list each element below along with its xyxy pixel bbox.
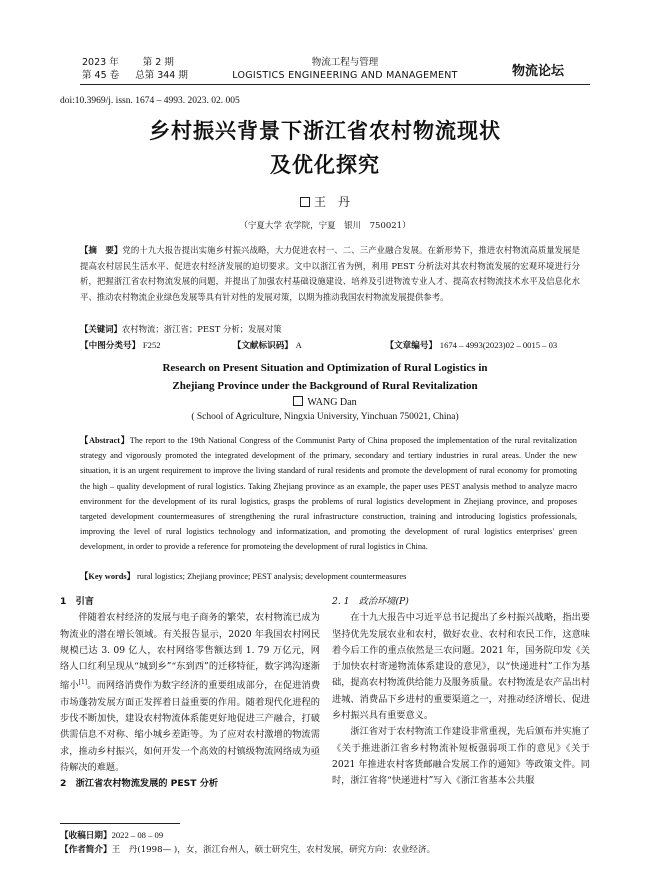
author-en-marker-icon	[293, 396, 303, 406]
received-label: 【收稿日期】	[60, 831, 112, 841]
title-en-line1: Research on Present Situation and Optimization of Rural Logistics in	[162, 362, 488, 374]
header-total: 总第 344 期	[135, 70, 188, 81]
article-no-label: 【文章编号】	[385, 341, 438, 351]
received-value: 2022 – 08 – 09	[111, 830, 164, 840]
keywords-en	[80, 569, 580, 585]
right-column	[332, 594, 590, 790]
clc-label: 【中图分类号】	[80, 341, 141, 351]
journal-name-en: LOGISTICS ENGINEERING AND MANAGEMENT	[232, 70, 458, 81]
keywords-cn-label: 【关键词】	[80, 324, 122, 334]
keywords-cn-text: 农村物流；浙江省；PEST 分析；发展对策	[121, 324, 282, 334]
footnote	[60, 828, 590, 857]
abstract-en	[80, 433, 577, 555]
affiliation-cn: （宁夏大学 农学院，宁夏 银川 750021）	[239, 221, 411, 231]
title-cn-line2: 及优化探究	[270, 152, 380, 177]
section-1-text-cont: 。而网络消费作为数字经济的重要组成部分，在促进消费市场蓬勃发展方面正发挥着日益重要的作用。随着现代化进程的步伐不断加快，建设农村物流体系能更好地促进三产融合，打破供需信息不对称、缩小城乡差距等。为了应对农村激增的物流需求，推动乡村振兴，如何开发一个高效的村镇级物流网络成为亟待解决的难题。	[60, 680, 321, 774]
section-1-heading: 1 引言	[60, 596, 94, 607]
affiliation-en: ( School of Agriculture, Ningxia University, Yinchuan 750021, China)	[191, 412, 459, 422]
keywords-en-text: rural logistics; Zhejiang province; PEST analysis; development countermeasures	[137, 572, 407, 581]
classification-row	[80, 338, 590, 354]
header-volume: 第 45 卷	[82, 70, 120, 81]
author-bio-label: 【作者简介】	[60, 845, 112, 855]
title-en-line2: Zhejiang Province under the Background of Rural Revitalization	[172, 380, 478, 392]
citation-1: [1]	[78, 679, 88, 687]
abstract-cn-label: 【摘 要】	[80, 245, 123, 255]
abstract-cn-text: 党的十九大报告提出实施乡村振兴战略，大力促进农村一、二、三产业融合发展。在新形势下，推进农村物流高质量发展是提高农村居民生活水平、促进农村经济发展的迫切要求。文中以浙江省为例，利用 PEST 分析法对其农村物流发展的宏观环境进行分析，把握浙江省农村物流发展的问题，并提出了加强农村基础设施建设、培养及引进物流专业人才、提高农村物流技术水平及信息化水平、推动农村物流企业绿色发展等具有针对性的发展对策，以期为推动我国农村物流发展提供参考。	[80, 245, 581, 302]
section-2-1-paragraph-1: 在十九大报告中习近平总书记提出了乡村振兴战略，指出要坚持优先发展农业和农村，做好农业、农村和农民工作，这意味着今后工作的重点依然是三农问题。2021 年，国务院印发《关于加快农村寄递物流体系建设的意见》，以“快递进村”工作为基础，提高农村物流供给能力及服务质量。农村物流是农产品出村进城、消费品下乡进村的重要渠道之一，对推动经济增长、促进乡村振兴具有重要意义。	[332, 612, 590, 722]
section-2-1-paragraph-2: 浙江省对于农村物流工作建设非常重视，先后颁布并实施了《关于推进浙江省乡村物流补短板强弱项工作的意见》《关于 2021 年推进农村客货邮融合发展工作的通知》等政策文件。同时，浙江省将“快递进村”写入《浙江省基本公共服	[332, 726, 590, 787]
keywords-en-label: 【Key words】	[80, 572, 135, 581]
section-1-paragraph	[60, 610, 320, 776]
abstract-cn	[80, 243, 580, 305]
clc-value: F252	[142, 340, 161, 350]
section-1-text: 伴随着农村经济的发展与电子商务的繁荣，农村物流已成为物流业的潜在增长领域。有关报告显示，2020 年我国农村网民规模已达 3. 09 亿人，农村网络零售额达到 1. 79 万亿元，网络人口红利呈现从“城到乡”“东到西”的迁移特征，数字鸿沟逐渐缩小	[60, 612, 320, 692]
author-marker-icon	[300, 197, 310, 207]
header-issue: 第 2 期	[142, 57, 174, 68]
footnote-received	[60, 828, 590, 843]
section-2-1-heading: 2. 1 政治环境(P)	[332, 596, 409, 607]
journal-name-cn: 物流工程与管理	[311, 57, 379, 68]
header-year: 2023 年	[82, 57, 119, 68]
column-name: 物流论坛	[512, 64, 565, 79]
header-volume-total	[82, 69, 188, 82]
footnote-rule	[60, 823, 180, 824]
left-column	[60, 594, 320, 793]
footnote-author	[60, 843, 590, 857]
author-cn-name: 王 丹	[313, 195, 350, 209]
abstract-en-label: 【Abstract】	[80, 436, 130, 445]
author-en-name: WANG Dan	[307, 397, 357, 408]
keywords-cn	[80, 322, 580, 338]
header-year-issue	[82, 56, 174, 69]
article-no-value: 1674 – 4993(2023)02 – 0015 – 03	[439, 340, 558, 350]
doi: doi:10.3969/j. issn. 1674 – 4993. 2023. 02. 005	[60, 96, 240, 106]
author-en	[0, 396, 650, 408]
header-rule	[80, 84, 590, 85]
author-cn	[0, 193, 650, 210]
title-cn-line1: 乡村振兴背景下浙江省农村物流现状	[149, 118, 501, 143]
author-bio-value: 王 丹(1998— )，女，浙江台州人，硕士研究生，农村发展，研究方向：农业经济。	[111, 845, 436, 855]
doc-code-value: A	[295, 340, 302, 350]
doc-code-label: 【文献标识码】	[232, 341, 293, 351]
abstract-en-text: The report to the 19th National Congress of the Communist Party of China proposed the implementation of the rural revitalization strategy and vigorously promoted the integrated development of the primary, secondary and tertiary industries in rural areas. Under the new situation, it is an urgent requirement to improve the living standard of rural residents and promote the development of rural economy for promoting the high – quality development of rural logistics. Taking Zhejiang province as an example, the paper uses PEST analysis method to analyze macro environment for the development of its rural logistics, grasps the problems of rural logistics development in Zhejiang province, and proposes targeted development countermeasures of strengthening the rural infrastructure construction, training and introducing logistics professionals, improving the level of rural logistics technology and informatization, and promoting the development of rural logistics enterprises' green development, in order to provide a reference for promoteing the development of rural logistics in China.	[80, 436, 577, 552]
section-2-heading: 2 浙江省农村物流发展的 PEST 分析	[60, 778, 219, 790]
